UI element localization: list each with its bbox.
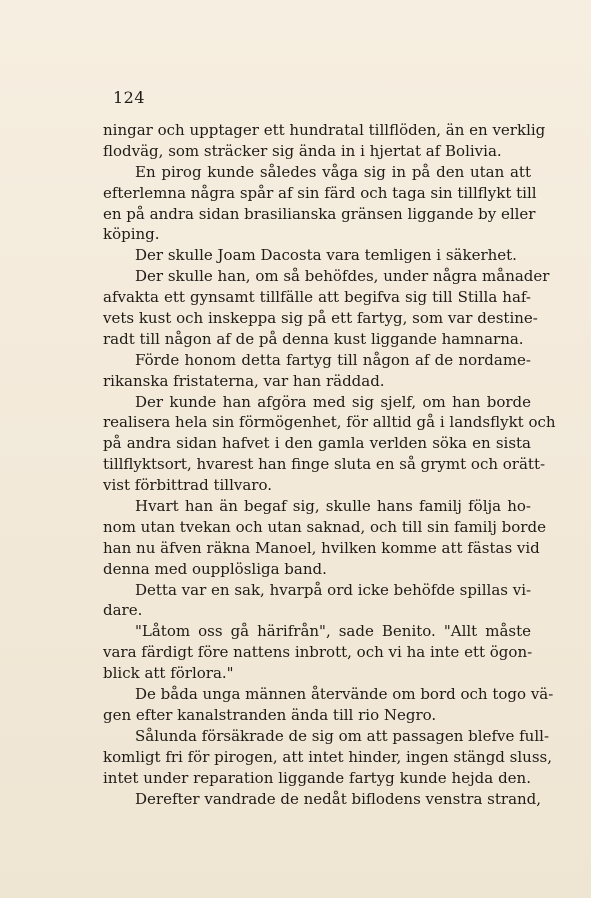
text-line: tillflyktsort, hvarest han finge sluta en så grymt och orätt- [103,455,546,474]
text-line: rikanska fristaterna, var han räddad. [103,371,385,390]
text-line: De båda unga männen återvände om bord och togo vä- [135,685,554,704]
text-line: intet under reparation liggande fartyg kunde hejda den. [103,768,531,787]
text-line: Der kunde han afgöra med sig sjelf, om han borde [135,392,531,411]
text-line: Der skulle han, om så behöfdes, under några månader [135,267,550,286]
text-line: dare. [103,601,143,620]
text-line: afvakta ett gynsamt tillfälle att begifva sig till Stilla haf- [103,288,531,307]
text-line: gen efter kanalstranden ända till rio Negro. [103,705,437,724]
text-line: ningar och upptager ett hundratal tillflöden, än en verklig [103,121,546,139]
text-line: flodväg, som sträcker sig ända in i hjertat af Bolivia. [103,141,502,160]
text-line: radt till någon af de på denna kust liggande hamnarna. [103,329,524,348]
body-text [103,120,556,809]
text-line: nom utan tvekan och utan saknad, och till sin familj borde [103,517,546,536]
text-line: efterlemna några spår af sin färd och taga sin tillflykt till [103,183,537,202]
text-line: vets kust och inskeppa sig på ett fartyg, som var destine- [103,309,538,328]
text-line: på andra sidan hafvet i den gamla verlden söka en sista [103,434,531,453]
text-line: "Låtom oss gå härifrån", sade Benito. "Allt måste [135,622,531,641]
page-number: 124 [113,88,146,107]
text-line: vara färdigt före nattens inbrott, och vi ha inte ett ögon- [103,643,533,662]
text-line: komligt fri för pirogen, att intet hinder, ingen stängd sluss, [103,747,552,766]
text-line: Förde honom detta fartyg till någon af de nordame- [135,350,531,369]
text-line: vist förbittrad tillvaro. [103,476,272,495]
text-line: Der skulle Joam Dacosta vara temligen i säkerhet. [135,246,517,265]
text-line: Sålunda försäkrade de sig om att passagen blefve full- [135,726,550,745]
text-line: Detta var en sak, hvarpå ord icke behöfde spillas vi- [135,580,532,599]
text-line: Hvart han än begaf sig, skulle hans familj följa ho- [135,497,531,516]
text-line: en på andra sidan brasilianska gränsen liggande by eller [103,204,536,223]
text-line: blick att förlora." [103,664,234,683]
text-line: Derefter vandrade de nedåt biflodens venstra strand, [135,789,542,808]
text-line: realisera hela sin förmögenhet, för alltid gå i landsflykt och [103,413,556,432]
text-line: han nu äfven räkna Manoel, hvilken komme att fästas vid [103,538,540,557]
text-line: denna med oupplösliga band. [103,559,327,578]
text-line: köping. [103,225,160,244]
text-line: En pirog kunde således våga sig in på den utan att [135,162,531,181]
